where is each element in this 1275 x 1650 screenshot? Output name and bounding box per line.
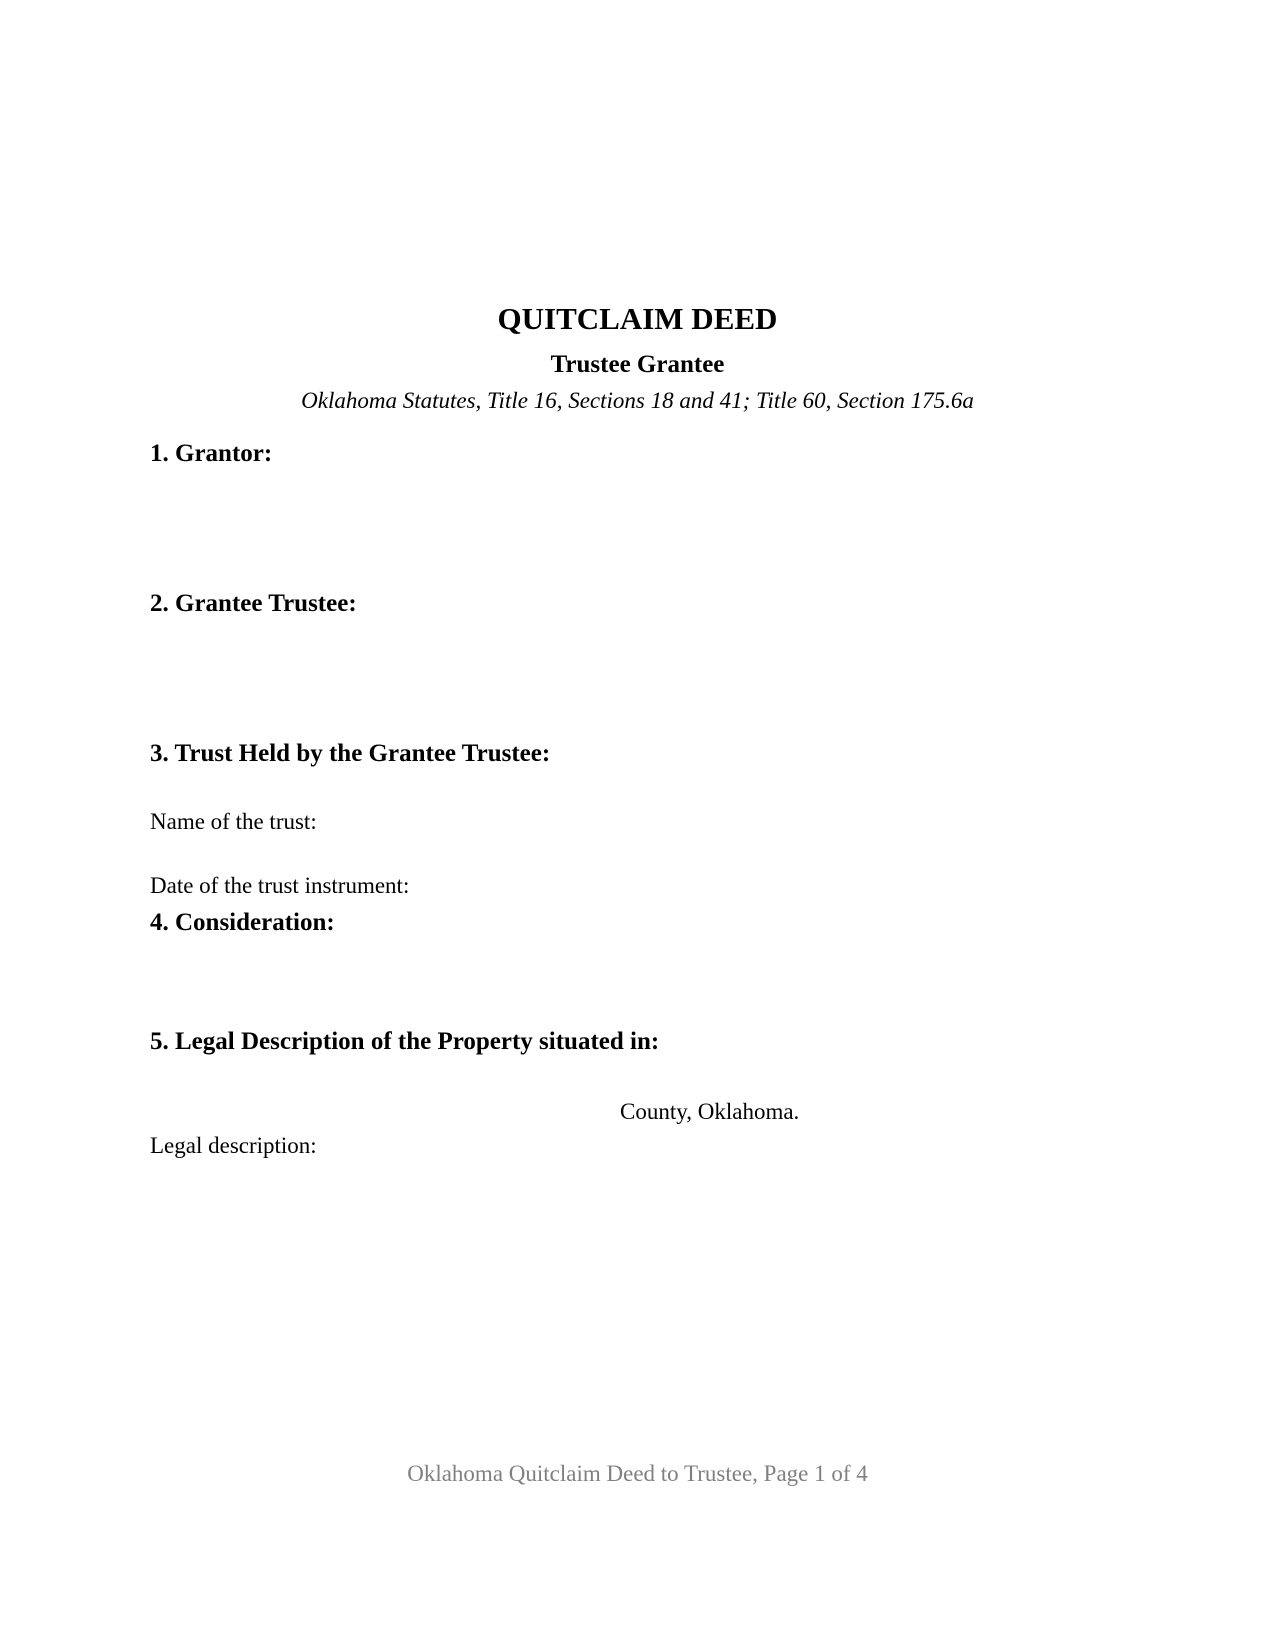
document-title: QUITCLAIM DEED bbox=[497, 301, 778, 336]
trust-date-label: Date of the trust instrument: bbox=[150, 873, 410, 898]
county-label: County, Oklahoma. bbox=[620, 1099, 800, 1124]
legal-description-label: Legal description: bbox=[150, 1133, 317, 1158]
trust-name-label: Name of the trust: bbox=[150, 809, 317, 834]
document-subtitle: Trustee Grantee bbox=[550, 351, 725, 378]
legal-description-heading: 5. Legal Description of the Property situated in: bbox=[150, 1028, 660, 1055]
statute-citation: Oklahoma Statutes, Title 16, Sections 18 and 41; Title 60, Section 175.6a bbox=[301, 388, 974, 413]
trust-held-heading: 3. Trust Held by the Grantee Trustee: bbox=[150, 740, 551, 767]
page-footer: Oklahoma Quitclaim Deed to Trustee, Page 1 of 4 bbox=[407, 1461, 868, 1486]
grantor-heading: 1. Grantor: bbox=[150, 440, 273, 467]
grantee-trustee-heading: 2. Grantee Trustee: bbox=[150, 590, 357, 617]
consideration-heading: 4. Consideration: bbox=[150, 909, 335, 936]
